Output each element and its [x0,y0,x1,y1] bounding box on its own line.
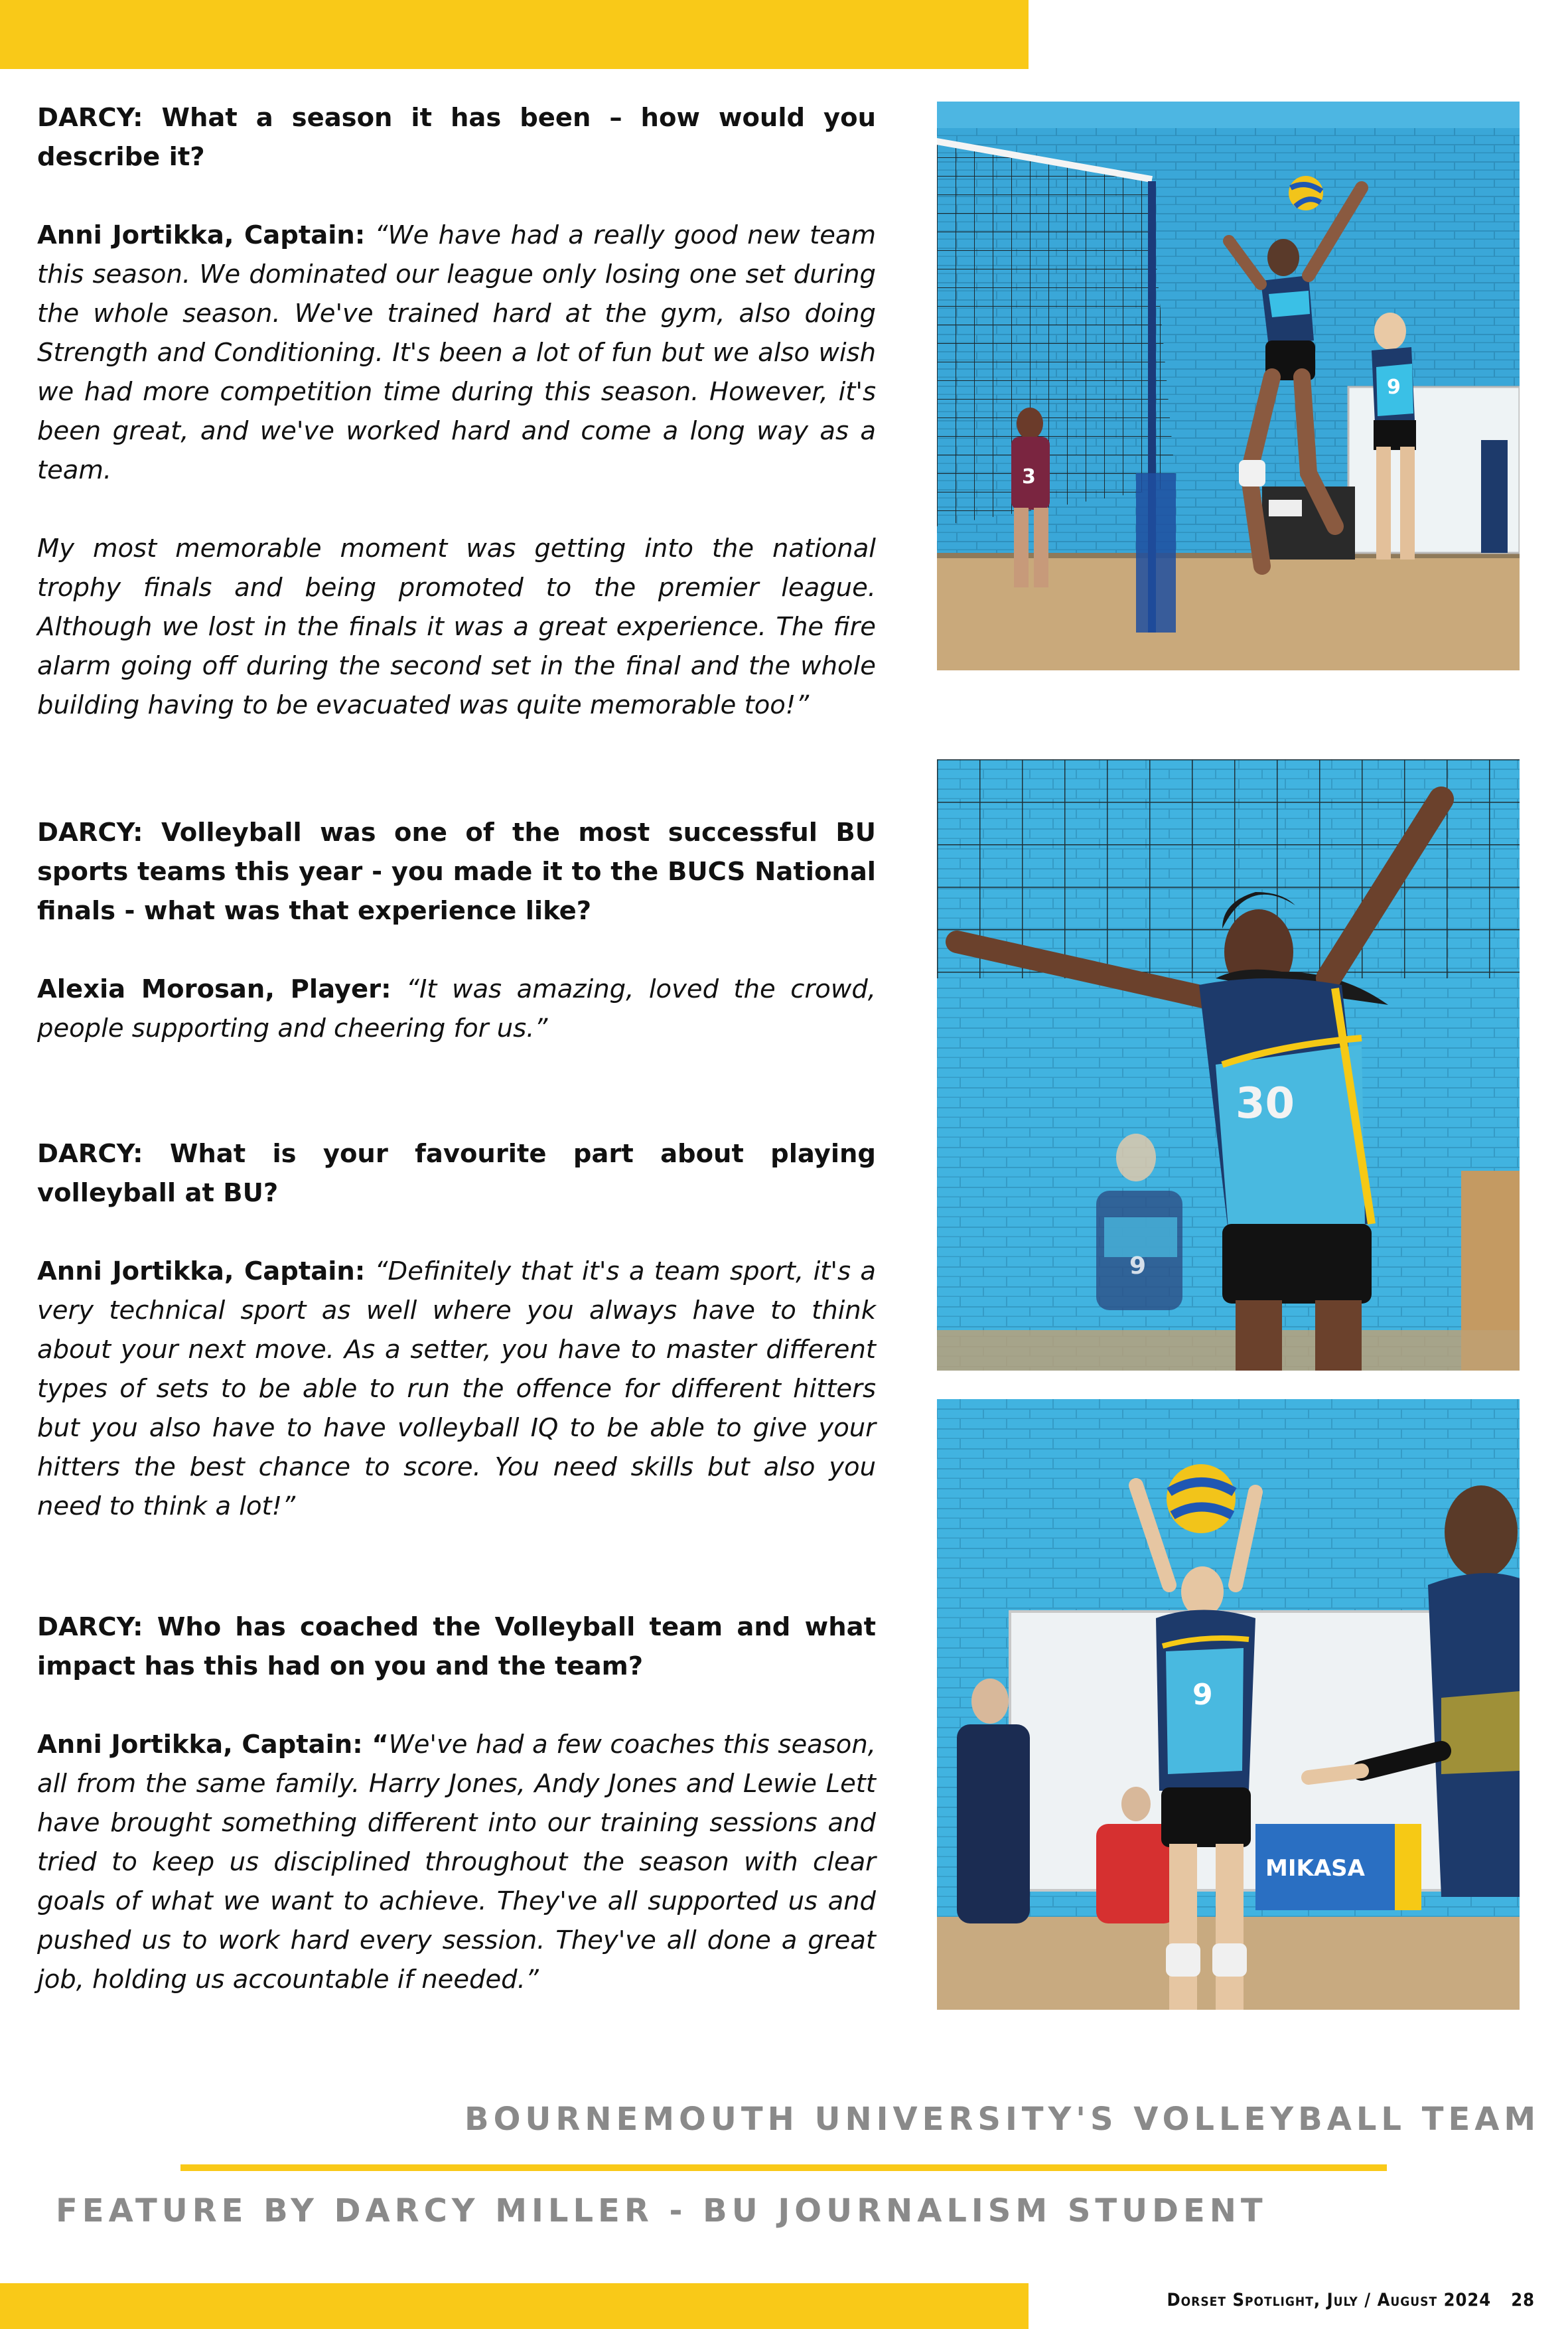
question: DARCY: Who has coached the Volleyball team and what impact has this had on you and the team? [37,1612,876,1681]
jersey-number: 9 [1387,376,1401,399]
jersey-number: 9 [1192,1678,1213,1712]
banner-text: MIKASA [1265,1855,1365,1882]
speaker-name: Anni Jortikka, Captain: [37,1256,366,1286]
answer [37,216,876,490]
top-accent-bar [0,0,1029,69]
answer-text: “We have had a really good new team this season. We dominated our league only losing one set during the whole season. We've trained hard at the gym, also doing Strength and Conditioning. It's been a lot of fun but we also wish we had more competition time during this season. However, it's been great, and we've worked hard and come a long way as a team. [37,220,876,485]
volleyball-set-photo [937,1399,1520,2010]
interview-block-3 [37,1134,876,1526]
byline: FEATURE BY DARCY MILLER - BU JOURNALISM STUDENT [56,2192,1267,2229]
answer-text: “Definitely that it's a team sport, it's a very technical sport as well where you always have to think about your next move. As a setter, you have to master different types of sets to be able to run the offence for different hitters but you also have to have volleyball IQ to be able to give your hitters the best chance to score. You need skills but also you need to think a lot!” [37,1256,876,1521]
publication-name: Dorset Spotlight, July / August 2024 [1167,2290,1492,2310]
page-number: 28 [1511,2290,1535,2310]
bottom-accent-bar [0,2283,1029,2329]
jersey-number: 9 [1129,1252,1147,1280]
jersey-number: 30 [1236,1079,1295,1128]
question: DARCY: What a season it has been – how would you describe it? [37,103,876,172]
question: DARCY: What is your favourite part about playing volleyball at BU? [37,1139,876,1208]
answer-text: We've had a few coaches this season, all from the same family. Harry Jones, Andy Jones and Lewie Lett have brought something different into our training sessions and tried to keep us disciplined throughout the season with clear goals of what we want to achieve. They've all supported us and pushed us to work hard every session. They've all done a great job, holding us accountable if needed.” [37,1730,876,1994]
answer [37,529,876,725]
answer-text: “It was amazing, loved the crowd, people supporting and cheering for us.” [37,974,876,1043]
answer [37,1725,876,1999]
page-footer [1167,2290,1535,2310]
volleyball-spike-photo [937,102,1520,670]
answer [37,1252,876,1526]
speaker-name: Anni Jortikka, Captain: [37,220,366,250]
interview-block-4 [37,1608,876,1999]
caption-divider [180,2164,1387,2171]
speaker-name: Anni Jortikka, Captain: “ [37,1730,389,1760]
interview-block-2 [37,813,876,1048]
speaker-name: Alexia Morosan, Player: [37,974,392,1004]
jersey-number: 3 [1022,465,1036,488]
team-caption: BOURNEMOUTH UNIVERSITY'S VOLLEYBALL TEAM [464,2101,1541,2138]
answer-text: My most memorable moment was getting into the national trophy finals and being promoted to the premier league. Although we lost in the finals it was a great experience. The fire alarm going off during the second set in the final and the whole building having to be evacuated was quite memorable too!” [37,534,876,720]
volleyball-block-photo [937,759,1520,1371]
question: DARCY: Volleyball was one of the most successful BU sports teams this year - you made it to the BUCS National finals - what was that experience like? [37,818,876,926]
interview-block-1 [37,98,876,725]
answer [37,970,876,1048]
